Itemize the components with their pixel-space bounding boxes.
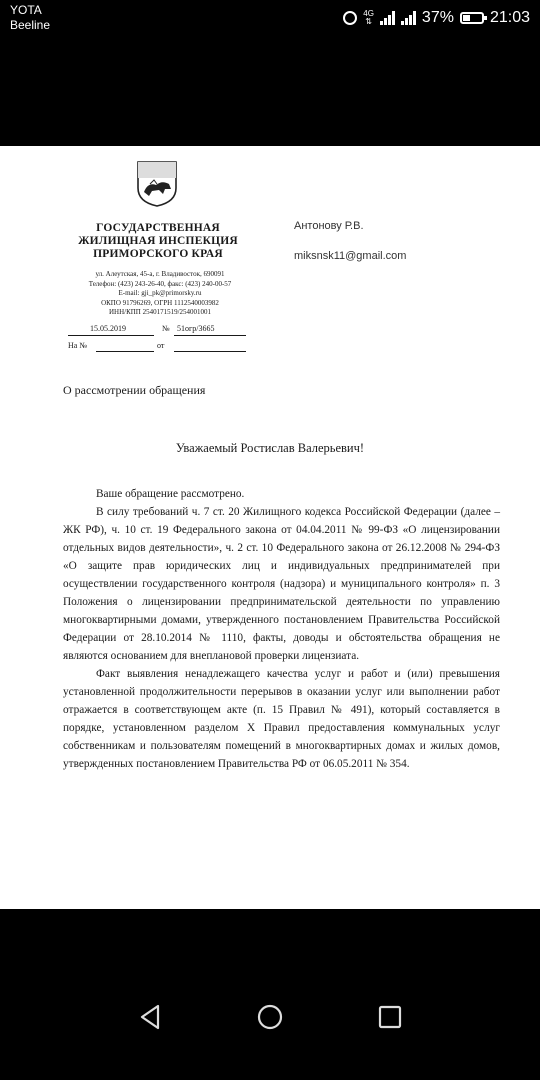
- reply-number-underline: [96, 351, 154, 352]
- coat-of-arms-icon: [134, 158, 180, 208]
- battery-percent: 37%: [421, 9, 454, 26]
- paragraph-3: Факт выявления ненадлежащего качества услуг и работ и (или) превышения установленной продолжительности перерывов в оказании услуг или выполнении работ отражается в соответствующем акте (п. 15 Правил № 491), который составляется в порядке, установленном разделом X Правил предоставления коммунальных услуг собственникам и пользователям помещений в многоквартирных домах и жилых домов, утвержденных постановлением Правительства РФ от 06.05.2011 № 354.: [63, 668, 500, 770]
- carrier-2: Beeline: [10, 18, 51, 32]
- paragraph-1: Ваше обращение рассмотрено.: [96, 488, 245, 500]
- carrier-info: [10, 3, 50, 33]
- from-label: от: [157, 341, 165, 350]
- date-underline: [68, 335, 154, 336]
- carrier-1: YOTA: [10, 3, 42, 17]
- org-name-line-2: ЖИЛИЩНАЯ ИНСПЕКЦИЯ: [78, 235, 238, 247]
- document-page: [0, 146, 540, 909]
- status-icons: [343, 6, 530, 30]
- alarm-icon: [343, 11, 357, 25]
- org-name-line-3: ПРИМОРСКОГО КРАЯ: [93, 248, 223, 260]
- number-underline: [174, 335, 246, 336]
- back-triangle-icon[interactable]: [138, 1003, 162, 1031]
- reply-date-underline: [174, 351, 246, 352]
- network-type: 4G: [363, 9, 374, 18]
- signal-1-icon: [380, 11, 395, 25]
- outgoing-date: 15.05.2019: [90, 324, 126, 333]
- organization-name: [58, 222, 258, 261]
- recipient-name: Антонову Р.В.: [294, 220, 364, 232]
- org-email: E-mail: gji_pk@primorsky.ru: [118, 289, 202, 297]
- clock: 21:03: [489, 9, 530, 26]
- recipient-email: miksnsk11@gmail.com: [294, 250, 407, 262]
- number-sign: №: [162, 324, 170, 333]
- network-type-icon: 4G ⇅: [363, 9, 374, 26]
- org-inn: ИНН/КПП 2540171519/254001001: [108, 308, 212, 316]
- home-circle-icon[interactable]: [257, 1003, 283, 1031]
- status-bar: [0, 0, 540, 40]
- signal-2-icon: [401, 11, 416, 25]
- greeting: Уважаемый Ростислав Валерьевич!: [175, 441, 365, 455]
- org-okpo: ОКПО 91796269, ОГРН 1112540003982: [101, 298, 219, 307]
- paragraph-2: В силу требований ч. 7 ст. 20 Жилищного кодекса Российской Федерации (далее – ЖК РФ), ч. 10 ст. 19 Федерального закона от 04.04.2011 № 99-ФЗ «О лицензировании отдельных видов деятельности», ч. 2 ст. 10 Федерального закона от 26.12.2008 № 294-ФЗ «О защите прав юридических лиц и индивидуальных предпринимателей при осуществлении государственного контроля (надзора) и муниципального контроля» п. 3 Положения о лицензировании предпринимательской деятельности по управлению многоквартирными домами, утвержденного постановлением Правительства Российской Федерации от 28.10.2014 № 1110, факты, доводы и обстоятельства обращения не являются основанием для внеплановой проверки лицензиата.: [63, 506, 500, 662]
- recents-square-icon[interactable]: [378, 1003, 402, 1031]
- navigation-bar: [0, 985, 540, 1055]
- letter-subject: О рассмотрении обращения: [63, 383, 206, 397]
- org-phone: Телефон: (423) 243-26-40, факс: (423) 240-00-57: [88, 279, 232, 288]
- organization-details: [60, 270, 260, 318]
- letter-body: [63, 485, 500, 773]
- org-address: ул. Алеутская, 45-а, г. Владивосток, 690091: [95, 270, 225, 278]
- reply-to-label: На №: [68, 341, 87, 350]
- outgoing-number: 51огр/3665: [177, 324, 215, 333]
- battery-icon: [460, 12, 484, 24]
- org-name-line-1: ГОСУДАРСТВЕННАЯ: [96, 222, 220, 234]
